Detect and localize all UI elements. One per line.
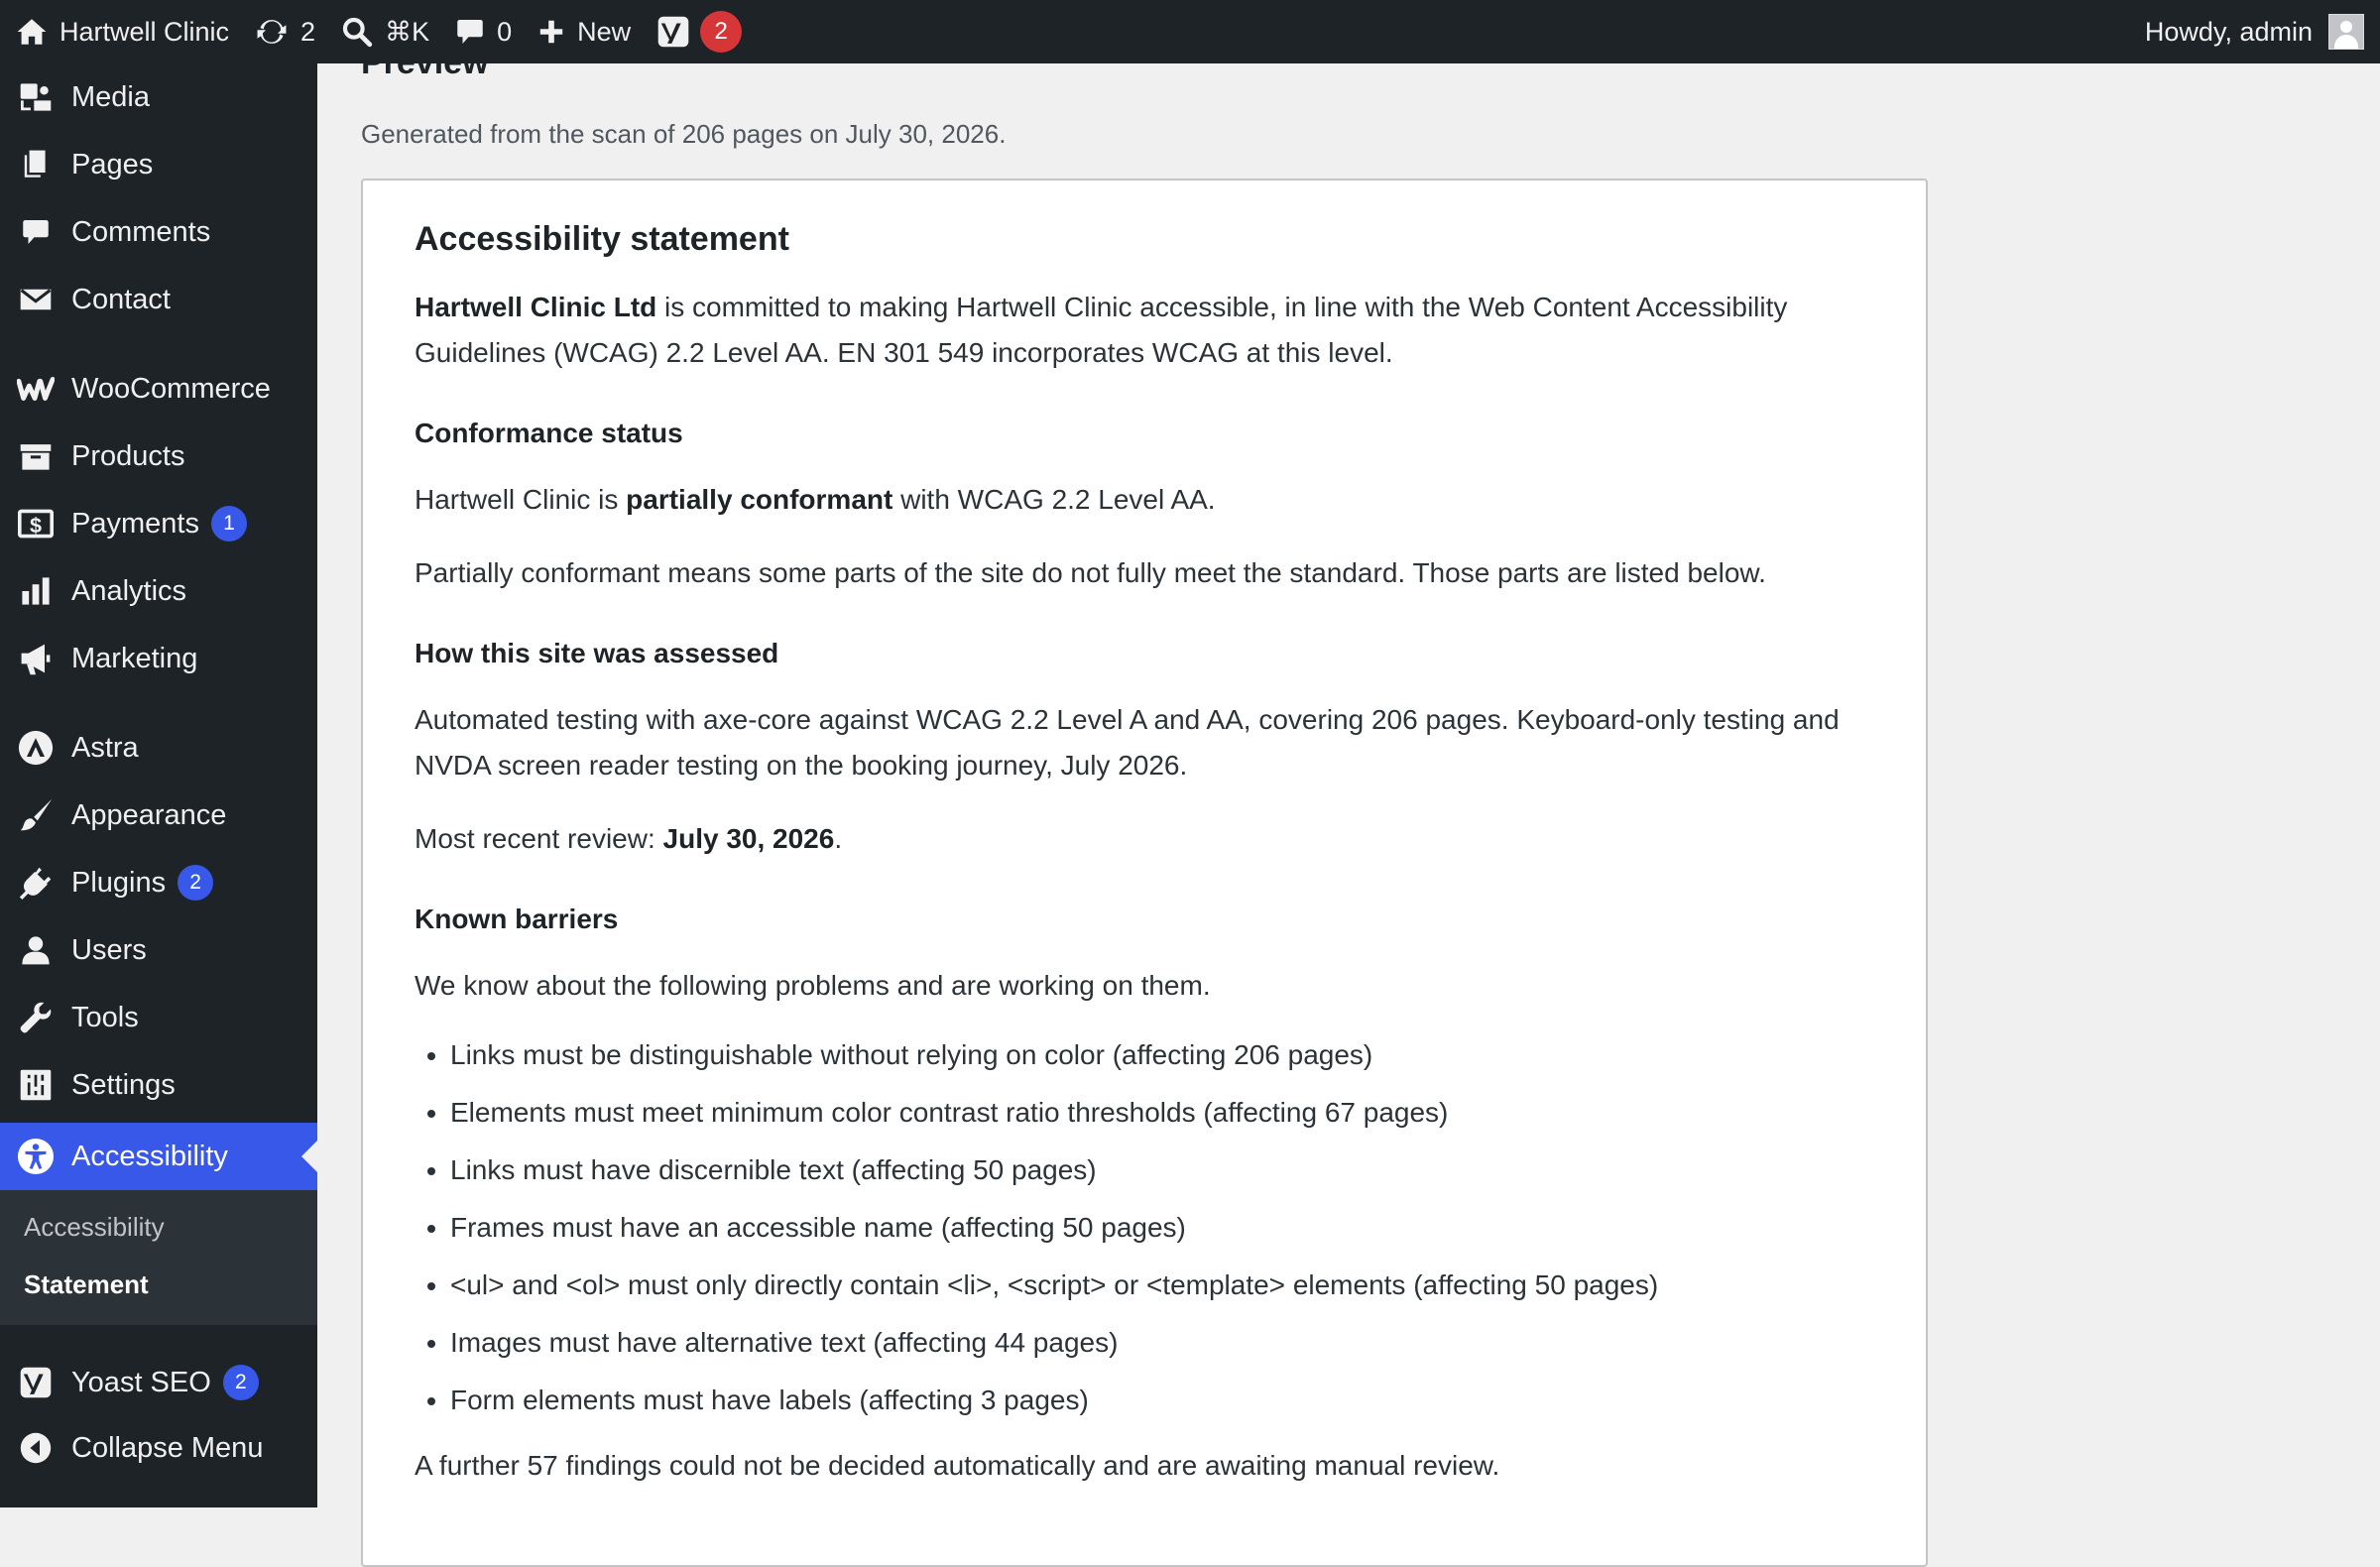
- sidebar-label-astra: Astra: [71, 731, 139, 764]
- sidebar-label-marketing: Marketing: [71, 642, 198, 674]
- yoast-icon: [656, 15, 690, 49]
- partial-meaning-text: Partially conformant means some parts of the site do not fully meet the standard. Those parts are listed below.: [415, 557, 1766, 588]
- search-shortcut-button[interactable]: [328, 0, 442, 63]
- conformance-post: with WCAG 2.2 Level AA.: [892, 484, 1216, 515]
- main-content: [317, 63, 2380, 1507]
- user-icon: [16, 930, 56, 970]
- collapse-arrow-icon: [16, 1428, 56, 1468]
- sidebar-item-payments[interactable]: [0, 490, 317, 557]
- conformance-status: partially conformant: [626, 484, 893, 515]
- sidebar-label-tools: Tools: [71, 1001, 139, 1033]
- paintbrush-icon: [16, 795, 56, 835]
- megaphone-icon: [16, 639, 56, 678]
- yoast-count-badge: 2: [223, 1365, 259, 1400]
- list-item: • Links must have discernible text (affecting 50 pages): [450, 1151, 1874, 1189]
- payments-count-badge: 1: [211, 506, 247, 542]
- sidebar-label-yoast-seo: Yoast SEO: [71, 1366, 211, 1398]
- collapse-menu-label: Collapse Menu: [71, 1431, 264, 1464]
- further-findings-text: A further 57 findings could not be decided automatically and are awaiting manual review.: [415, 1450, 1500, 1481]
- sidebar-item-analytics[interactable]: [0, 557, 317, 625]
- intro-text: is committed to making Hartwell Clinic accessible, in line with the Web Content Accessibility Guidelines (WCAG) 2.2 Level AA. EN 301 549 incorporates WCAG at this level.: [415, 292, 1788, 368]
- archive-icon: [16, 436, 56, 476]
- scan-summary-text: Generated from the scan of 206 pages on July 30, 2026.: [361, 119, 1007, 149]
- plugins-count-badge: 2: [178, 865, 213, 901]
- sidebar-item-astra[interactable]: [0, 714, 317, 782]
- list-item: • Links must be distinguishable without relying on color (affecting 206 pages): [450, 1036, 1874, 1074]
- sidebar-label-accessibility: Accessibility: [71, 1140, 228, 1172]
- statement-intro: [415, 285, 1874, 376]
- sidebar-item-products[interactable]: [0, 422, 317, 490]
- search-icon: [341, 16, 373, 48]
- sidebar-label-woocommerce: WooCommerce: [71, 372, 271, 405]
- sidebar-item-contact[interactable]: [0, 266, 317, 333]
- sidebar-label-media: Media: [71, 80, 150, 113]
- organisation-name: Hartwell Clinic Ltd: [415, 292, 657, 322]
- envelope-icon: [16, 280, 56, 319]
- sidebar-item-plugins[interactable]: [0, 849, 317, 916]
- svg-text:$: $: [29, 513, 43, 538]
- comment-icon: [455, 17, 485, 47]
- admin-sidebar: [0, 63, 317, 1507]
- site-name: Hartwell Clinic: [60, 16, 230, 47]
- howdy-greeting: Howdy, admin: [2144, 16, 2313, 47]
- sidebar-label-plugins: Plugins: [71, 866, 167, 899]
- conformance-heading: Conformance status: [415, 418, 683, 448]
- sidebar-label-products: Products: [71, 439, 185, 472]
- sidebar-item-accessibility[interactable]: [0, 1123, 317, 1190]
- yoast-notification-badge: 2: [700, 11, 742, 53]
- list-item: • Elements must meet minimum color contrast ratio thresholds (affecting 67 pages): [450, 1094, 1874, 1132]
- list-item: • Images must have alternative text (affecting 44 pages): [450, 1324, 1874, 1362]
- accessibility-icon: [16, 1137, 56, 1176]
- assessment-text: Automated testing with axe-core against WCAG 2.2 Level A and AA, covering 206 pages. Keyboard-only testing and NVDA screen reader testing on the booking journey, July 2026.: [415, 704, 1840, 781]
- home-icon: [16, 16, 48, 48]
- submenu-item-statement[interactable]: Statement: [24, 1269, 149, 1299]
- sidebar-label-contact: Contact: [71, 283, 171, 315]
- accessibility-submenu: [0, 1190, 317, 1325]
- barriers-heading: Known barriers: [415, 904, 619, 934]
- sidebar-label-appearance: Appearance: [71, 798, 227, 831]
- avatar: [2328, 14, 2364, 50]
- search-shortcut-label: ⌘K: [385, 16, 430, 47]
- comments-link[interactable]: [442, 0, 525, 63]
- sidebar-item-appearance[interactable]: [0, 782, 317, 849]
- sidebar-item-yoast-seo[interactable]: [0, 1349, 317, 1416]
- comments-count: 0: [497, 16, 513, 47]
- conformance-pre: Hartwell Clinic is: [415, 484, 627, 515]
- plus-icon: [537, 18, 565, 46]
- sidebar-item-users[interactable]: [0, 916, 317, 984]
- account-menu[interactable]: [2132, 0, 2380, 63]
- sidebar-item-woocommerce[interactable]: [0, 355, 317, 422]
- collapse-menu-button[interactable]: [0, 1414, 317, 1482]
- sidebar-item-comments[interactable]: [0, 198, 317, 266]
- wrench-icon: [16, 998, 56, 1037]
- sidebar-item-pages[interactable]: [0, 131, 317, 198]
- list-item: • Frames must have an accessible name (affecting 50 pages): [450, 1209, 1874, 1247]
- sidebar-label-payments: Payments: [71, 507, 199, 540]
- sidebar-label-comments: Comments: [71, 215, 211, 248]
- assessment-heading: How this site was assessed: [415, 638, 779, 668]
- list-item: • <ul> and <ol> must only directly contain <li>, <script> or <template> elements (affecting 50 pages): [450, 1266, 1874, 1304]
- statement-title: Accessibility statement: [415, 220, 789, 258]
- sidebar-item-settings[interactable]: [0, 1051, 317, 1119]
- review-text: [415, 816, 1874, 862]
- new-content-button[interactable]: [525, 0, 644, 63]
- barriers-intro: We know about the following problems and are working on them.: [415, 970, 1211, 1001]
- sidebar-item-marketing[interactable]: [0, 625, 317, 692]
- sidebar-label-users: Users: [71, 933, 147, 966]
- bar-chart-icon: [16, 571, 56, 611]
- review-post: .: [834, 823, 843, 854]
- sidebar-label-analytics: Analytics: [71, 574, 187, 607]
- comments-icon: [16, 212, 56, 252]
- barriers-list: [415, 1036, 1874, 1419]
- plug-icon: [16, 863, 56, 903]
- sidebar-item-media[interactable]: [0, 63, 317, 131]
- yoast-icon: [16, 1363, 56, 1402]
- settings-sliders-icon: [16, 1065, 56, 1105]
- yoast-adminbar-link[interactable]: [644, 0, 755, 63]
- site-name-link[interactable]: [0, 0, 242, 63]
- astra-icon: [16, 728, 56, 768]
- media-icon: [16, 77, 56, 117]
- review-pre: Most recent review:: [415, 823, 663, 854]
- admin-bar: [0, 0, 2380, 63]
- woocommerce-icon: [16, 369, 56, 409]
- review-date: July 30, 2026: [662, 823, 835, 854]
- conformance-text: [415, 477, 1874, 523]
- statement-preview-card: [361, 179, 1928, 1567]
- updates-count: 2: [300, 16, 316, 47]
- updates-icon: [255, 15, 289, 49]
- sidebar-item-tools[interactable]: [0, 984, 317, 1051]
- new-label: New: [577, 16, 632, 47]
- updates-link[interactable]: [242, 0, 328, 63]
- sidebar-label-pages: Pages: [71, 148, 154, 181]
- pages-icon: [16, 145, 56, 184]
- sidebar-label-settings: Settings: [71, 1068, 176, 1101]
- submenu-item-accessibility[interactable]: Accessibility: [24, 1212, 165, 1242]
- list-item: • Form elements must have labels (affecting 3 pages): [450, 1382, 1874, 1419]
- dollar-icon: [16, 504, 56, 543]
